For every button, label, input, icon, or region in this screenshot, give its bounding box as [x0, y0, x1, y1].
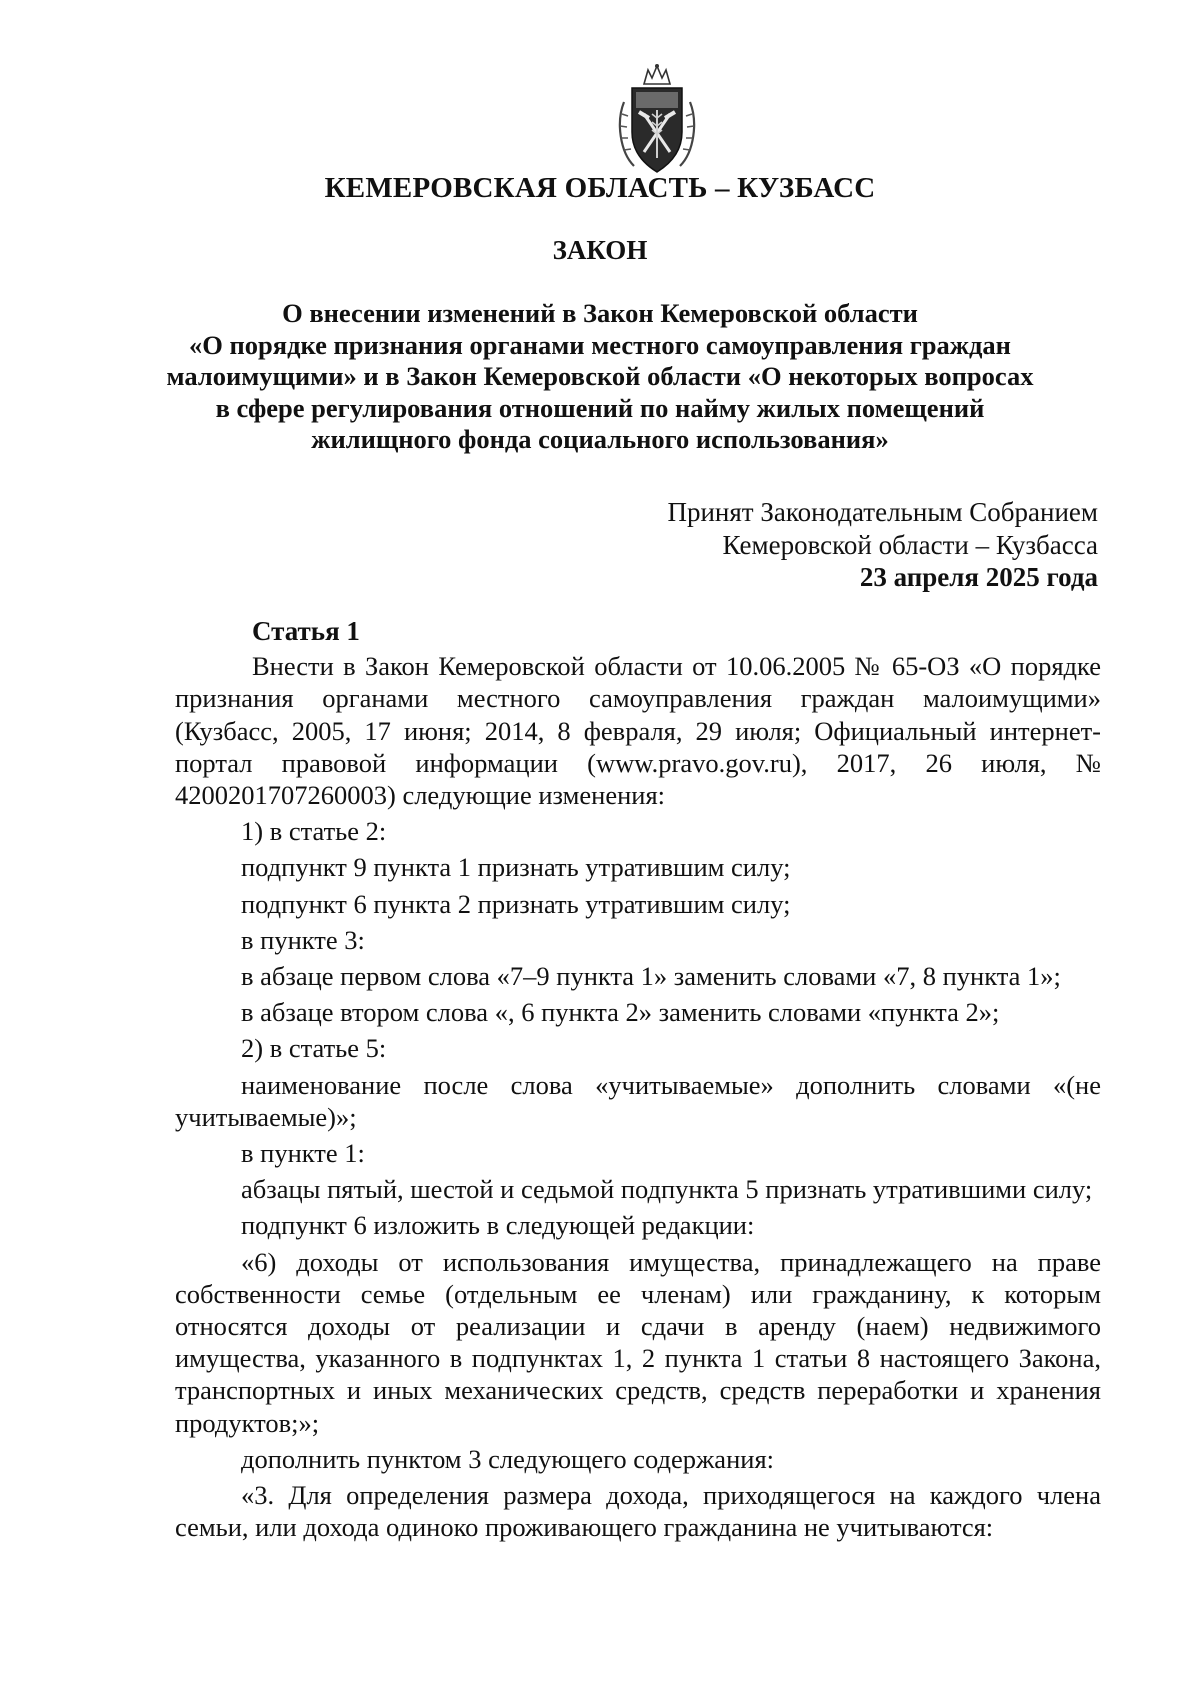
- paragraph: «6) доходы от использования имущества, принадлежащего на праве собственности семье (отдельным ее членам) или гражданину, к которым относятся доходы от реализации и сдачи в аренду (наем) недвижимого имущества, указанного в подпунктах 1, 2 пункта 1 статьи 8 настоящего Закона, транспортных и иных механических средств, средств переработки и хранения продуктов;»;: [175, 1246, 1101, 1438]
- law-title-line: «О порядке признания органами местного самоуправления граждан: [189, 329, 1011, 360]
- law-title-line: О внесении изменений в Закон Кемеровской области: [282, 298, 918, 328]
- document-type: ЗАКОН: [552, 235, 648, 265]
- paragraph: абзацы пятый, шестой и седьмой подпункта 5 признать утратившими силу;: [241, 1174, 1093, 1205]
- adoption-line: Кемеровской области – Кузбасса: [722, 529, 1098, 560]
- adoption-date: 23 апреля 2025 года: [859, 562, 1098, 592]
- paragraph: наименование после слова «учитываемые» дополнить словами «(не учитываемые)»;: [175, 1069, 1101, 1132]
- paragraph: в пункте 3:: [241, 924, 365, 955]
- law-title: [0, 298, 1200, 456]
- paragraph: дополнить пунктом 3 следующего содержания:: [241, 1443, 774, 1474]
- paragraph: 2) в статье 5:: [241, 1033, 387, 1064]
- paragraph: подпункт 6 пункта 2 признать утратившим силу;: [241, 888, 791, 919]
- paragraph: 1) в статье 2:: [241, 816, 387, 847]
- paragraph: в абзаце первом слова «7–9 пункта 1» заменить словами «7, 8 пункта 1»;: [241, 961, 1061, 992]
- paragraph: подпункт 6 изложить в следующей редакции:: [241, 1210, 755, 1241]
- paragraph: подпункт 9 пункта 1 признать утратившим силу;: [241, 852, 791, 883]
- law-title-line: в сфере регулирования отношений по найму жилых помещений: [215, 392, 985, 423]
- paragraph: в абзаце втором слова «, 6 пункта 2» заменить словами «пункта 2»;: [241, 997, 1000, 1028]
- paragraph: «3. Для определения размера дохода, приходящегося на каждого члена семьи, или дохода одиноко проживающего гражданина не учитываются:: [175, 1480, 1101, 1543]
- law-title-line: малоимущими» и в Закон Кемеровской области «О некоторых вопросах: [166, 361, 1034, 391]
- article-body: [175, 615, 1101, 1547]
- paragraph: Внести в Закон Кемеровской области от 10.06.2005 № 65-ОЗ «О порядке признания органами местного самоуправления граждан малоимущими» (Кузбасс, 2005, 17 июня; 2014, 8 февраля, 29 июля; Официальный интернет-портал правовой информации (www.pravo.gov.ru), 2017, 26 июля, № 4200201707260003) следующие изменения:: [175, 651, 1101, 811]
- article-heading: Статья 1: [252, 616, 360, 646]
- coat-of-arms-icon: [614, 62, 700, 182]
- law-title-line: жилищного фонда социального использования»: [311, 424, 889, 454]
- region-title: КЕМЕРОВСКАЯ ОБЛАСТЬ – КУЗБАСС: [324, 172, 876, 204]
- adoption-line: Принят Законодательным Собранием: [667, 497, 1098, 527]
- adoption-block: [667, 496, 1098, 594]
- paragraph: в пункте 1:: [241, 1138, 365, 1169]
